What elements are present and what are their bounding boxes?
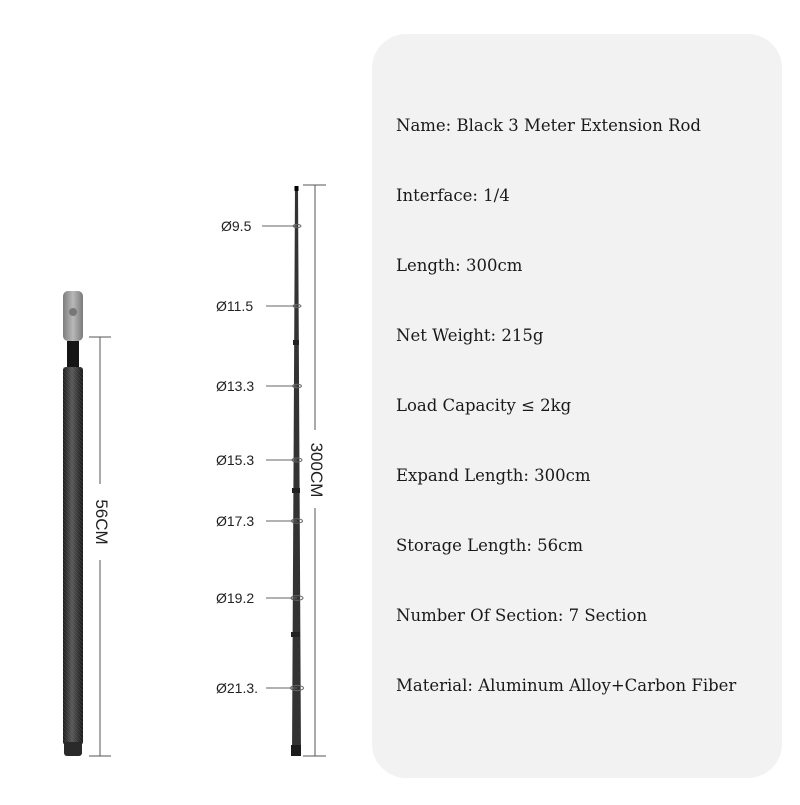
spec-storage-length: Storage Length: 56cm <box>396 536 584 555</box>
diameter-label-5: Ø17.3 <box>216 513 255 529</box>
spec-material: Material: Aluminum Alloy+Carbon Fiber <box>396 676 737 695</box>
expand-length-label: 300CM <box>307 442 326 498</box>
spec-expand-length: Expand Length: 300cm <box>396 466 591 485</box>
storage-length-label: 56CM <box>92 499 111 545</box>
spec-load-capacity: Load Capacity ≤ 2kg <box>396 396 572 415</box>
spec-net-weight: Net Weight: 215g <box>396 326 544 345</box>
diameter-label-6: Ø19.2 <box>216 590 255 606</box>
extended-rod <box>292 187 301 756</box>
camera-mount <box>67 341 79 367</box>
spec-sections: Number Of Section: 7 Section <box>396 606 648 625</box>
rod-end-cap <box>64 742 82 756</box>
camera-lens <box>69 308 77 316</box>
diameter-label-7: Ø21.3. <box>216 680 259 696</box>
spec-interface: Interface: 1/4 <box>396 186 510 205</box>
spec-panel <box>372 34 782 778</box>
diameter-label-2: Ø11.5 <box>216 298 254 314</box>
diameter-label-4: Ø15.3 <box>216 452 255 468</box>
spec-length: Length: 300cm <box>396 256 523 275</box>
spec-name: Name: Black 3 Meter Extension Rod <box>396 116 701 135</box>
diameter-label-1: Ø9.5 <box>221 218 252 234</box>
diameter-label-3: Ø13.3 <box>216 378 255 394</box>
product-illustration <box>0 0 370 800</box>
